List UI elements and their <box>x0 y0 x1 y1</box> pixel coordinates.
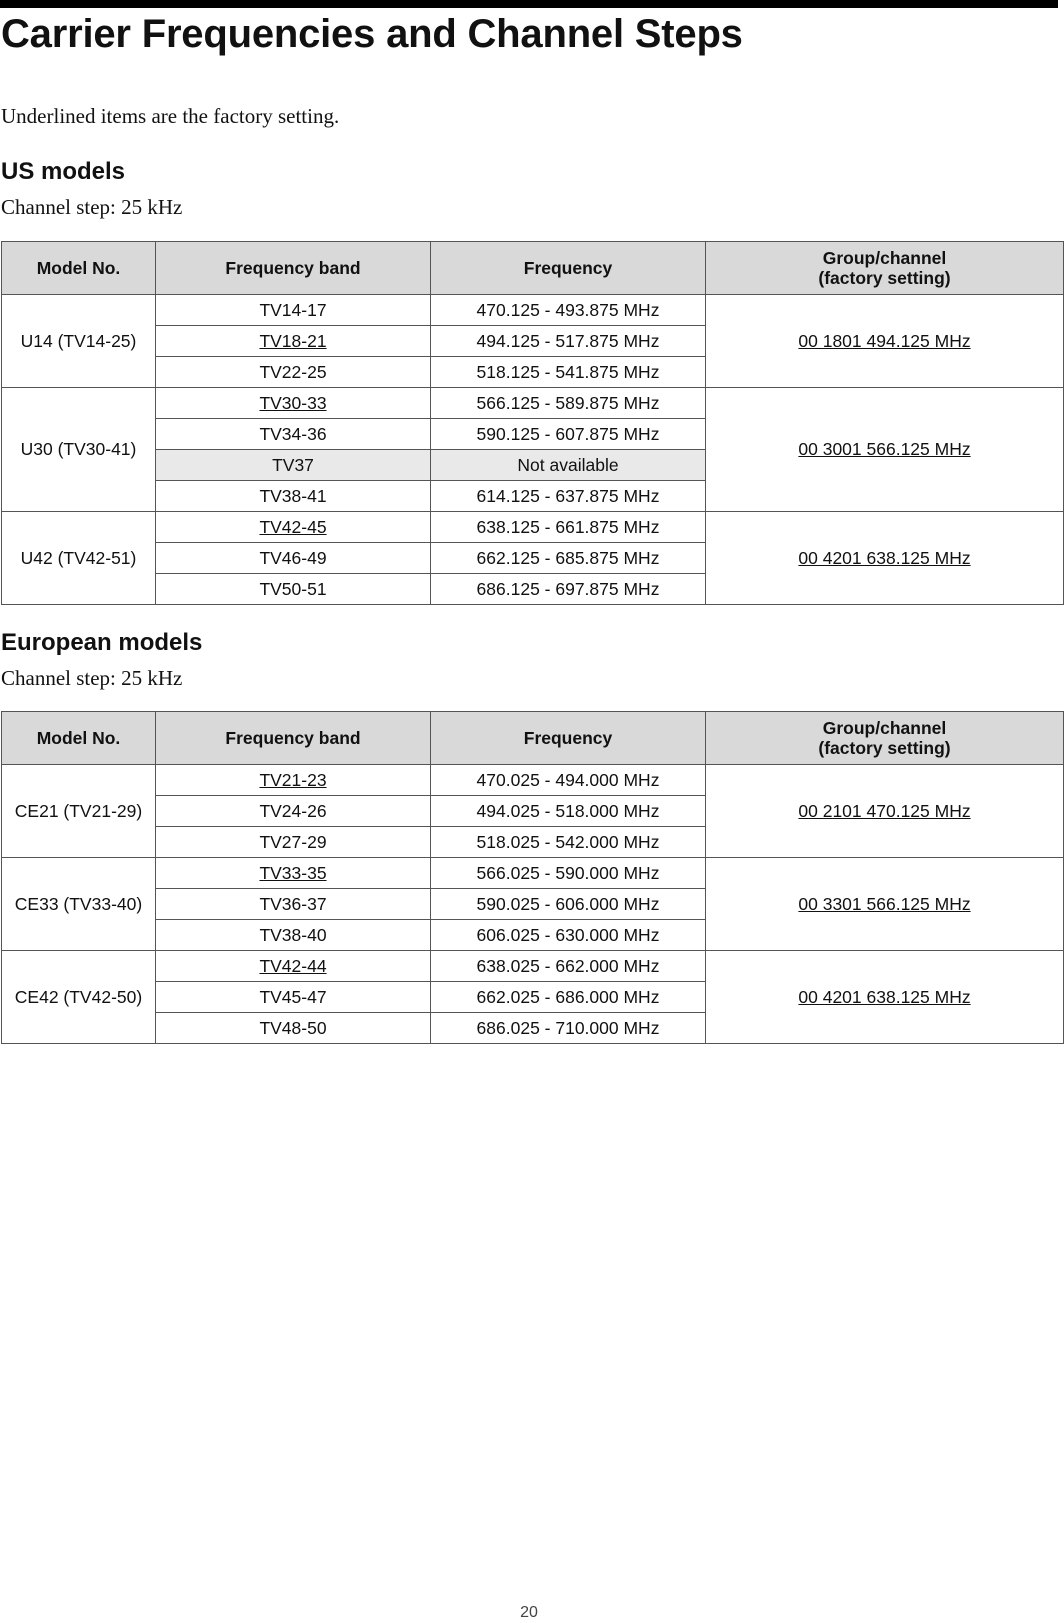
frequency-band-label: TV34-36 <box>259 423 327 444</box>
table-header-row <box>2 242 1064 295</box>
factory-setting-cell <box>706 388 1064 512</box>
frequency-band-cell <box>156 1013 431 1044</box>
frequency-cell: 614.125 - 637.875 MHz <box>431 481 706 512</box>
factory-setting-cell <box>706 951 1064 1044</box>
page-number: 20 <box>520 1604 538 1621</box>
factory-setting-value: 00 3301 566.125 MHz <box>798 893 971 914</box>
column-header-frequency: Frequency <box>431 242 706 295</box>
frequency-band-cell <box>156 295 431 326</box>
table-header-row <box>2 712 1064 765</box>
table-row <box>2 765 1064 796</box>
model-cell: U14 (TV14-25) <box>2 295 156 388</box>
frequency-band-label: TV27-29 <box>259 831 327 852</box>
top-rule <box>0 0 1058 8</box>
frequency-cell: 606.025 - 630.000 MHz <box>431 920 706 951</box>
frequency-cell: 470.025 - 494.000 MHz <box>431 765 706 796</box>
frequency-band-cell <box>156 765 431 796</box>
frequency-cell: 518.025 - 542.000 MHz <box>431 827 706 858</box>
model-cell: CE21 (TV21-29) <box>2 765 156 858</box>
table-row <box>2 858 1064 889</box>
eu-channel-step: Channel step: 25 kHz <box>1 666 183 690</box>
frequency-cell: 494.025 - 518.000 MHz <box>431 796 706 827</box>
frequency-cell: 662.025 - 686.000 MHz <box>431 982 706 1013</box>
frequency-band-cell <box>156 982 431 1013</box>
us-models-heading: US models <box>1 158 126 185</box>
frequency-band-cell <box>156 827 431 858</box>
frequency-band-cell <box>156 889 431 920</box>
frequency-cell: 494.125 - 517.875 MHz <box>431 326 706 357</box>
us-table-body <box>2 295 1064 605</box>
frequency-cell: 638.025 - 662.000 MHz <box>431 951 706 982</box>
frequency-band-cell <box>156 920 431 951</box>
frequency-band-label: TV38-41 <box>259 485 327 506</box>
frequency-band-label: TV38-40 <box>259 924 327 945</box>
frequency-cell: 686.025 - 710.000 MHz <box>431 1013 706 1044</box>
frequency-cell: 662.125 - 685.875 MHz <box>431 543 706 574</box>
group-header-line1: Group/channel <box>822 248 947 268</box>
column-header-model: Model No. <box>2 712 156 765</box>
table-row <box>2 295 1064 326</box>
frequency-cell: 518.125 - 541.875 MHz <box>431 357 706 388</box>
eu-table-body <box>2 765 1064 1044</box>
european-models-heading: European models <box>1 629 203 656</box>
frequency-band-cell <box>156 388 431 419</box>
factory-setting-value: 00 2101 470.125 MHz <box>798 800 971 821</box>
frequency-cell: 566.125 - 589.875 MHz <box>431 388 706 419</box>
frequency-band-label: TV24-26 <box>259 800 327 821</box>
frequency-band-cell <box>156 419 431 450</box>
frequency-band-cell <box>156 951 431 982</box>
frequency-cell: 470.125 - 493.875 MHz <box>431 295 706 326</box>
group-header-line1: Group/channel <box>822 718 947 738</box>
frequency-cell: 686.125 - 697.875 MHz <box>431 574 706 605</box>
frequency-cell: 638.125 - 661.875 MHz <box>431 512 706 543</box>
frequency-band-cell <box>156 326 431 357</box>
model-cell: U30 (TV30-41) <box>2 388 156 512</box>
frequency-band-label: TV14-17 <box>259 299 327 320</box>
frequency-band-label: TV36-37 <box>259 893 327 914</box>
frequency-band-cell <box>156 450 431 481</box>
column-header-group <box>706 712 1064 765</box>
factory-setting-value: 00 1801 494.125 MHz <box>798 330 971 351</box>
frequency-band-label: TV48-50 <box>259 1017 327 1038</box>
us-frequency-table <box>1 241 1064 605</box>
frequency-band-cell <box>156 858 431 889</box>
frequency-band-cell <box>156 481 431 512</box>
group-header-line2: (factory setting) <box>818 738 951 758</box>
model-cell: CE42 (TV42-50) <box>2 951 156 1044</box>
frequency-band-label: TV45-47 <box>259 986 327 1007</box>
column-header-model: Model No. <box>2 242 156 295</box>
frequency-band-label: TV22-25 <box>259 361 327 382</box>
frequency-band-label: TV30-33 <box>259 392 327 413</box>
factory-setting-cell <box>706 512 1064 605</box>
frequency-band-cell <box>156 574 431 605</box>
factory-setting-value: 00 4201 638.125 MHz <box>798 986 971 1007</box>
frequency-band-cell <box>156 543 431 574</box>
frequency-cell: 590.025 - 606.000 MHz <box>431 889 706 920</box>
us-channel-step: Channel step: 25 kHz <box>1 195 183 219</box>
column-header-group <box>706 242 1064 295</box>
page-title: Carrier Frequencies and Channel Steps <box>1 12 743 56</box>
group-header-line2: (factory setting) <box>818 268 951 288</box>
frequency-band-label: TV42-44 <box>259 955 327 976</box>
frequency-band-cell <box>156 512 431 543</box>
factory-setting-value: 00 3001 566.125 MHz <box>798 439 971 459</box>
table-row <box>2 388 1064 419</box>
frequency-band-label: TV18-21 <box>259 330 327 351</box>
frequency-band-label: TV46-49 <box>259 547 327 568</box>
table-row <box>2 951 1064 982</box>
column-header-band: Frequency band <box>156 712 431 765</box>
model-cell: CE33 (TV33-40) <box>2 858 156 951</box>
factory-setting-cell <box>706 295 1064 388</box>
factory-setting-cell <box>706 858 1064 951</box>
frequency-cell: Not available <box>431 450 706 481</box>
frequency-band-label: TV37 <box>272 454 314 475</box>
frequency-band-label: TV42-45 <box>259 516 327 537</box>
model-cell: U42 (TV42-51) <box>2 512 156 605</box>
factory-setting-note: Underlined items are the factory setting. <box>1 104 340 128</box>
frequency-cell: 566.025 - 590.000 MHz <box>431 858 706 889</box>
eu-frequency-table <box>1 711 1064 1044</box>
table-row <box>2 512 1064 543</box>
frequency-cell: 590.125 - 607.875 MHz <box>431 419 706 450</box>
frequency-band-label: TV50-51 <box>259 578 327 599</box>
frequency-band-cell <box>156 357 431 388</box>
column-header-band: Frequency band <box>156 242 431 295</box>
column-header-frequency: Frequency <box>431 712 706 765</box>
factory-setting-cell <box>706 765 1064 858</box>
frequency-band-cell <box>156 796 431 827</box>
factory-setting-value: 00 4201 638.125 MHz <box>798 547 971 568</box>
frequency-band-label: TV21-23 <box>259 769 327 790</box>
frequency-band-label: TV33-35 <box>259 862 327 883</box>
